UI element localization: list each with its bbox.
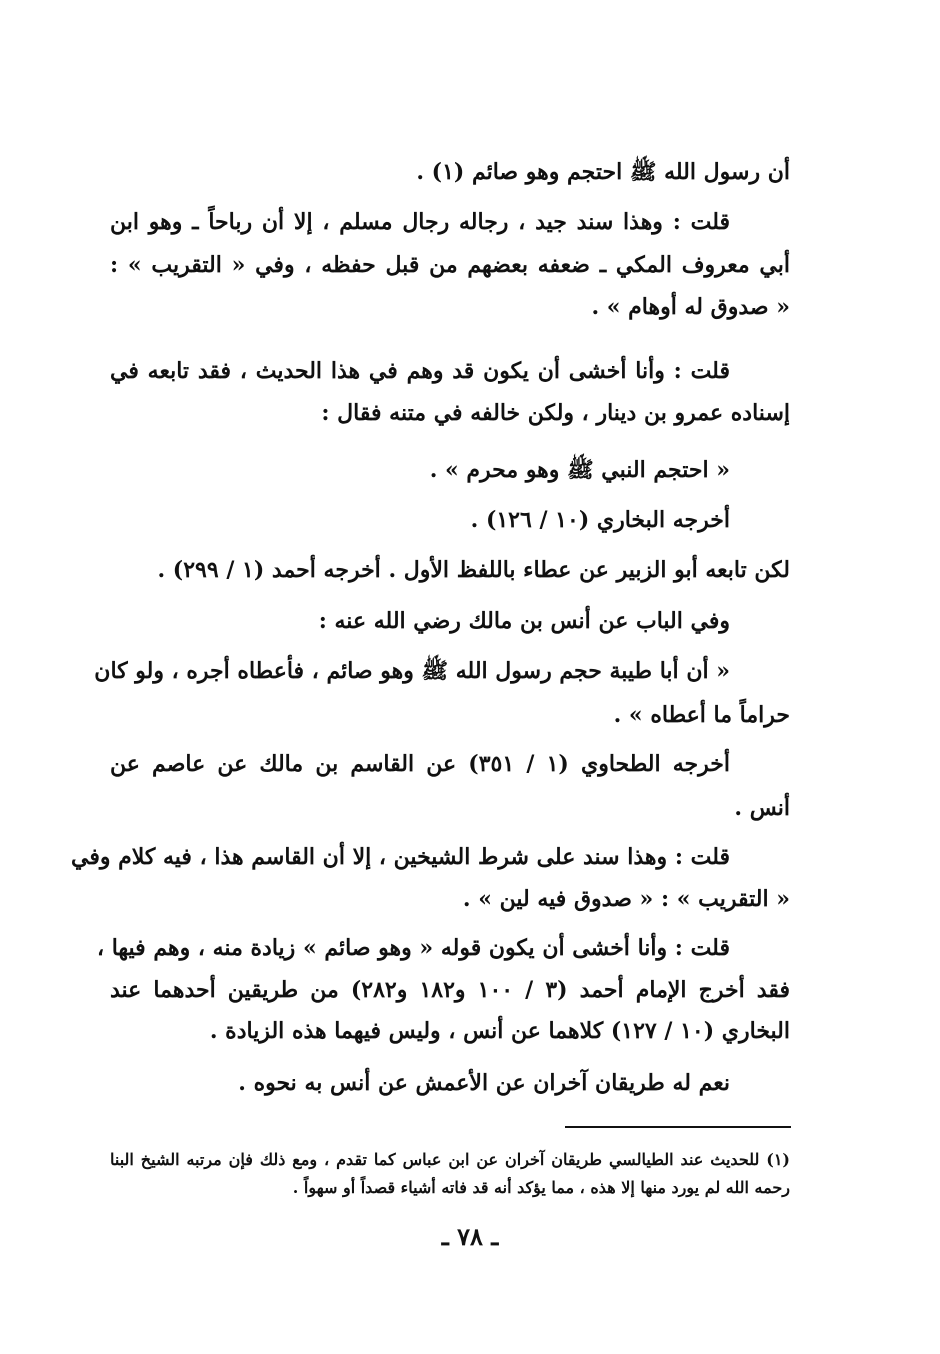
text-line: أنس . [734, 795, 790, 821]
text-line: قلت : وهذا سند على شرط الشيخين ، إلا أن القاسم هذا ، فيه كلام وفي [70, 844, 730, 870]
footnote-line: (١) للحديث عند الطيالسي طريقان آخران عن ابن عباس كما تقدم ، ومع ذلك فإن مرتبه الشيخ البنا [110, 1150, 790, 1169]
text-line: « التقريب » : « صدوق فيه لين » . [462, 886, 790, 912]
text-line: أن رسول الله ﷺ احتجم وهو صائم (١) . [416, 159, 790, 185]
text-line: قلت : وأنا أخشى أن يكون قوله « وهو صائم » زيادة منه ، وهم فيها ، [96, 935, 730, 961]
text-line: « صدوق له أوهام » . [591, 294, 790, 320]
text-line: إسناده عمرو بن دينار ، ولكن خالفه في متنه فقال : [321, 400, 790, 426]
page-number: ـ ٧٨ ـ [441, 1222, 499, 1251]
text-line: لكن تابعه أبو الزبير عن عطاء باللفظ الأول . أخرجه أحمد (١ / ٢٩٩) . [157, 557, 790, 583]
footnote-line: رحمه الله لم يورد منها إلا هذه ، مما يؤكد أنه قد فاته أشياء قصداً أو سهواً . [292, 1178, 790, 1197]
text-line: نعم له طريقان آخران عن الأعمش عن أنس به نحوه . [238, 1070, 730, 1096]
text-line: قلت : وأنا أخشى أن يكون قد وهم في هذا الحديث ، فقد تابعه في [110, 358, 730, 384]
text-line: حراماً ما أعطاه » . [613, 702, 790, 728]
text-line: أخرجه البخاري (١٠ / ١٢٦) . [470, 507, 730, 533]
footnote-separator [565, 1126, 791, 1128]
text-line: أبي معروف المكي ـ ضعفه بعضهم من قبل حفظه ، وفي « التقريب » : [110, 252, 790, 278]
text-line: أخرجه الطحاوي (١ / ٣٥١) عن القاسم بن مالك عن عاصم عن [110, 751, 730, 777]
text-line: وفي الباب عن أنس بن مالك رضي الله عنه : [318, 608, 730, 634]
text-line: فقد أخرج الإمام أحمد (٣ / ١٠٠ و١٨٢ و٢٨٢) من طريقين أحدهما عند [110, 977, 790, 1003]
text-line: قلت : وهذا سند جيد ، رجاله رجال مسلم ، إلا أن رباحاً ـ وهو ابن [110, 209, 730, 235]
text-line: « أن أبا طيبة حجم رسول الله ﷺ وهو صائم ، فأعطاه أجره ، ولو كان [94, 658, 730, 684]
text-line: البخاري (١٠ / ١٢٧) كلاهما عن أنس ، وليس فيهما هذه الزيادة . [209, 1018, 790, 1044]
text-line: « احتجم النبي ﷺ وهو محرم » . [429, 457, 730, 483]
